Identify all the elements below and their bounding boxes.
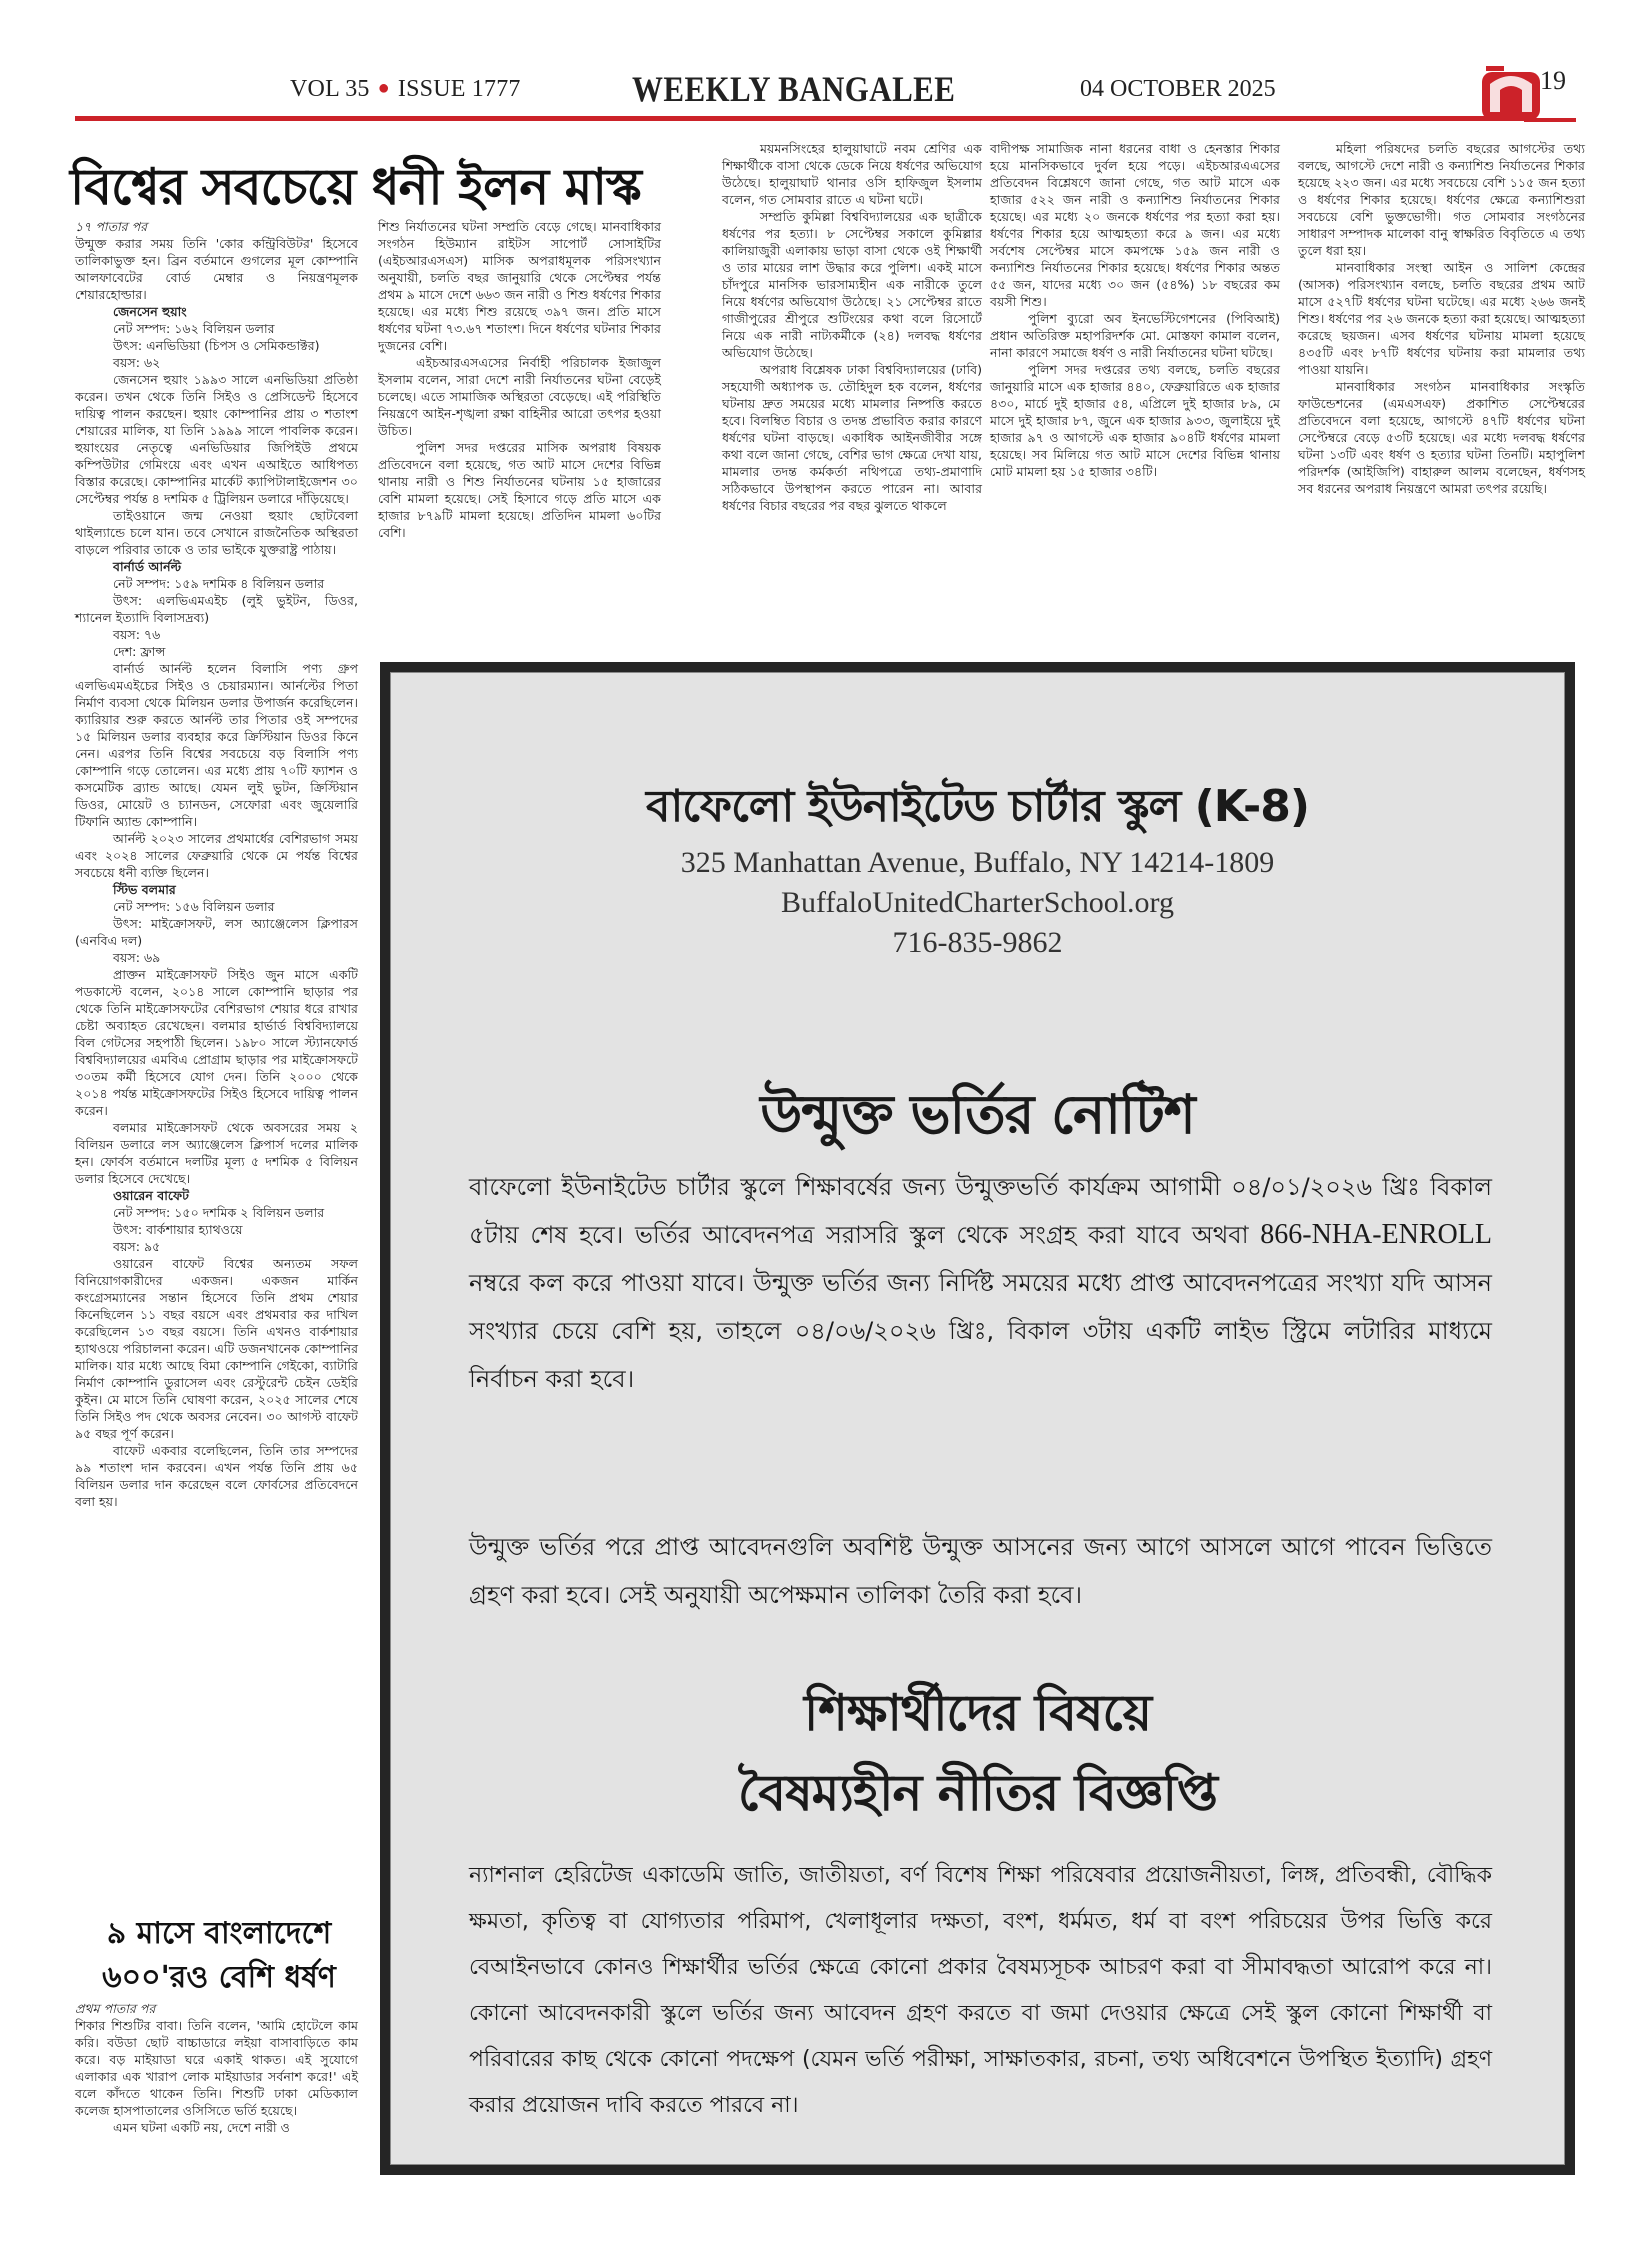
- headline-line: ৯ মাসে বাংলাদেশে: [106, 1916, 332, 1951]
- paragraph: শিশু নির্যাতনের ঘটনা সম্প্রতি বেড়ে গেছে। মানবাধিকার সংগঠন হিউম্যান রাইটস সাপোর্ট সোসাইটির (এইচআরএসএস) মাসিক অপরাধমূলক পরিসংখ্যান অনুযায়ী, চলতি বছর জানুয়ারি থেকে সেপ্টেম্বর পর্যন্ত প্রথম ৯ মাসে দেশে ৬৬৩ জন নারী ও শিশু ধর্ষণের শিকার হয়েছে। এর মধ্যে শিশু রয়েছে ৩৯৭ জন। প্রতি মাসে ধর্ষণের ঘটনা ৭৩.৬৭ শতাংশ। দিনে ধর্ষণের ঘটনার শিকার দুজনের বেশি।: [378, 219, 661, 353]
- enroll-phone: 866-NHA-ENROLL: [1260, 1219, 1492, 1250]
- bullet-dot-icon: ●: [377, 77, 390, 99]
- continued-from-label: প্রথম পাতার পর: [75, 2001, 156, 2016]
- age: বয়স: ৬৯: [113, 950, 161, 965]
- school-address: 325 Manhattan Avenue, Buffalo, NY 14214-1809: [680, 846, 1275, 879]
- article2-column-2: [378, 218, 661, 541]
- paragraph: মানবাধিকার সংগঠন মানবাধিকার সংস্কৃতি ফাউন্ডেশনের (এমএসএফ) প্রকাশিত সেপ্টেম্বরের প্রতিবেদনে বলা হয়েছে, আগস্টে ৪৭টি ধর্ষণের ঘটনা সেপ্টেম্বরে বেড়ে ৫৩টি হয়েছে। এর মধ্যে দলবদ্ধ ধর্ষণের ঘটনা ১৩টি এবং ধর্ষণ ও হত্যার ঘটনা তিনটি। মহাপুলিশ পরিদর্শক (আইজিপি) বাহারুল আলম বলেছেন, ধর্ষণসহ সব ধরনের অপরাধ নিয়ন্ত্রণে আমরা তৎপর রয়েছি।: [1298, 379, 1585, 496]
- volume-issue: [290, 76, 521, 103]
- person-name: জেনসেন হুয়াং: [113, 304, 187, 319]
- paragraph: তাইওয়ানে জন্ম নেওয়া হুয়াং ছোটবেলা থাইল্যান্ডে চলে যান। তবে সেখানে রাজনৈতিক অস্থিরতা বাড়লে পরিবার তাকে ও তার ভাইকে যুক্তরাষ্ট্র পাঠায়।: [75, 508, 358, 557]
- paragraph: শিকার শিশুটির বাবা। তিনি বলেন, 'আমি হোটেলে কাম করি। বউডা ছোট বাচ্চাডারে লইয়া বাসাবাড়িতে কাম করে। বড় মাইয়াডা ঘরে একাই থাকত। এই সুযোগে এলাকার এক খারাপ লোক মাইয়াডার সর্বনাশ করে!' এই বলে কাঁদতে থাকেন তিনি। শিশুটি ঢাকা মেডিক্যাল কলেজ হাসপাতালের ওসিসিতে ভর্তি হয়েছে।: [75, 2018, 358, 2118]
- nondiscrimination-title: [391, 1673, 1564, 1833]
- article2-headline: [80, 1912, 358, 2000]
- net-worth: নেট সম্পদ: ১৬২ বিলিয়ন ডলার: [113, 321, 275, 336]
- waitlist-body: উন্মুক্ত ভর্তির পরে প্রাপ্ত আবেদনগুলি অবশিষ্ট উন্মুক্ত আসনের জন্য আগে আসলে আগে পাবেন ভিত্তিতে গ্রহণ করা হবে। সেই অনুযায়ী অপেক্ষমান তালিকা তৈরি করা হবে।: [469, 1533, 1492, 1609]
- paragraph: প্রাক্তন মাইক্রোসফট সিইও জুন মাসে একটি পডকাস্টে বলেন, ২০১৪ সালে কোম্পানি ছাড়ার পর থেকে তিনি মাইক্রোসফটের বেশিরভাগ শেয়ার ধরে রাখার চেষ্টা অব্যাহত রেখেছেন। বলমার হার্ভার্ড বিশ্ববিদ্যালয়ে বিল গেটসের সহপাঠী ছিলেন। ১৯৮০ সালে স্ট্যানফোর্ড বিশ্ববিদ্যালয়ের এমবিএ প্রোগ্রাম ছাড়ার পর মাইক্রোসফটে ৩০তম কর্মী হিসেবে যোগ দেন। তিনি ২০০০ থেকে ২০১৪ পর্যন্ত মাইক্রোসফটের সিইও হিসেবে দায়িত্ব পালন করেন।: [75, 967, 358, 1118]
- paragraph: মহিলা পরিষদের চলতি বছরের আগস্টের তথ্য বলছে, আগস্টে দেশে নারী ও কন্যাশিশু নির্যাতনের শিকার হয়েছে ২২৩ জন। এর মধ্যে সবচেয়ে বেশি ১১৫ জন হত্যা ও ধর্ষণের শিকার হয়েছে। ধর্ষণের ক্ষেত্রে কন্যাশিশুরা সবচেয়ে বেশি ভুক্তভোগী। গত সোমবার সংগঠনের সাধারণ সম্পাদক মালেকা বানু স্বাক্ষরিত বিবৃতিতে এ তথ্য তুলে ধরা হয়।: [1298, 141, 1585, 258]
- nondiscrimination-body: ন্যাশনাল হেরিটেজ একাডেমি জাতি, জাতীয়তা, বর্ণ বিশেষ শিক্ষা পরিষেবার প্রয়োজনীয়তা, লিঙ্গ, প্রতিবন্ধী, বৌদ্ধিক ক্ষমতা, কৃতিত্ব বা যোগ্যতার পরিমাপ, খেলাধূলার দক্ষতা, বংশ, ধর্মমত, ধর্ম বা বংশ পরিচয়ের উপর ভিত্তি করে বেআইনভাবে কোনও শিক্ষার্থীর ভর্তির ক্ষেত্রে কোনো প্রকার বৈষম্যসূচক আচরণ করা বা সীমাবদ্ধতা আরোপ করে না। কোনো আবেদনকারী স্কুলে ভর্তির জন্য আবেদন গ্রহণ করতে বা জমা দেওয়ার ক্ষেত্রে সেই স্কুল কোনো শিক্ষার্থী বা পরিবারের কাছ থেকে কোনো পদক্ষেপ (যেমন ভর্তি পরীক্ষা, সাক্ষাতকার, রচনা, তথ্য অধিবেশনে উপস্থিত ইত্যাদি) গ্রহণ করার প্রয়োজন দাবি করতে পারবে না।: [469, 1863, 1492, 2118]
- ad-panel: [390, 672, 1565, 2165]
- newspaper-title: WEEKLY BANGALEE: [632, 69, 956, 109]
- masthead-rule-tail: [1524, 118, 1576, 122]
- continued-from-label: ১৭ পাতার পর: [75, 219, 148, 234]
- school-website: BuffaloUnitedCharterSchool.org: [781, 886, 1174, 919]
- paragraph: এইচআরএসএসের নির্বাহী পরিচালক ইজাজুল ইসলাম বলেন, সারা দেশে নারী নির্যাতনের ঘটনা বেড়েই চলেছে। এতে সামাজিক অস্থিরতা বেড়েছে। এই পরিস্থিতি নিয়ন্ত্রণে আইন-শৃঙ্খলা রক্ষা বাহিনীর আরো তৎপর হওয়া উচিত।: [378, 355, 661, 438]
- issue-date: 04 OCTOBER 2025: [1080, 76, 1276, 102]
- open-enrollment-title: উন্মুক্ত ভর্তির নোটিশ: [760, 1083, 1195, 1146]
- paragraph: ওয়ারেন বাফেট বিশ্বের অন্যতম সফল বিনিয়োগকারীদের একজন। একজন মার্কিন কংগ্রেসম্যানের সন্তান হিসেবে তিনি প্রথম শেয়ার কিনেছিলেন ১১ বছর বয়সে এবং প্রথমবার কর দাখিল করেছিলেন ১৩ বছর বয়সে। তিনি এখনও বার্কশায়ার হ্যাথওয়ে পরিচালনা করেন। এটি ডজনখানেক কোম্পানির মালিক। যার মধ্যে আছে বিমা কোম্পানি গেইকো, ব্যাটারি নির্মাণ কোম্পানি ডুরাসেল এবং রেস্টুরেন্ট চেইন ডেইরি কুইন। মে মাসে তিনি ঘোষণা করেন, ২০২৫ সালের শেষে তিনি সিইও পদ থেকে অবসর নেবেন। ৩০ আগস্ট বাফেট ৯৫ বছর পূর্ণ করেন।: [75, 1256, 358, 1441]
- article2-column-4: [990, 140, 1280, 480]
- wealth-source: উৎস: এনভিডিয়া (চিপস ও সেমিকন্ডাক্টর): [113, 338, 320, 353]
- article-headline: বিশ্বের সবচেয়ে ধনী ইলন মাস্ক: [70, 158, 641, 216]
- age: বয়স: ৭৬: [113, 627, 161, 642]
- wealth-source: উৎস: মাইক্রোসফট, লস অ্যাঞ্জেলেস ক্লিপারস (এনবিএ দল): [75, 916, 358, 948]
- masthead-rule: [75, 116, 1535, 121]
- age: বয়স: ৯৫: [113, 1239, 161, 1254]
- article2-column-3: [722, 140, 982, 514]
- issue-number: ISSUE 1777: [397, 76, 521, 102]
- paragraph: বাফেট একবার বলেছিলেন, তিনি তার সম্পদের ৯৯ শতাংশ দান করবেন। এখন পর্যন্ত তিনি প্রায় ৬৫ বিলিয়ন ডলার দান করেছেন বলে ফোর্বসের প্রতিবেদনে বলা হয়।: [75, 1443, 358, 1509]
- paragraph: বার্নার্ড আর্নল্ট হলেন বিলাসি পণ্য গ্রুপ এলভিএমএইচের সিইও ও চেয়ারম্যান। আর্নল্টের পিতা নির্মাণ ব্যবসা থেকে মিলিয়ন ডলার উপার্জন করেছিলেন। ক্যারিয়ার শুরু করতে আর্নল্ট তার পিতার ওই সম্পদের ১৫ মিলিয়ন ডলার ব্যবহার করে ক্রিস্টিয়ান ডিওর কিনে নেন। এরপর তিনি বিশ্বের সবচেয়ে বড় বিলাসি পণ্য কোম্পানি গড়ে তোলেন। এর মধ্যে প্রায় ৭০টি ফ্যাশন ও কসমেটিক ব্র্যান্ড আছে। যেমন লুই ভুটন, ক্রিস্টিয়ান ডিওর, মোয়েট ও চ্যানডন, সেফোরা এবং জুয়েলারি টিফানি অ্যান্ড কোম্পানি।: [75, 661, 358, 829]
- paragraph: আর্নল্ট ২০২৩ সালের প্রথমার্ধের বেশিরভাগ সময় এবং ২০২৪ সালের ফেব্রুয়ারি থেকে মে পর্যন্ত বিশ্বের সবচেয়ে ধনী ব্যক্তি ছিলেন।: [75, 831, 358, 880]
- country: দেশ: ফ্রান্স: [113, 644, 166, 659]
- paragraph: পুলিশ সদর দপ্তরের তথ্য বলছে, চলতি বছরের জানুয়ারি মাসে এক হাজার ৪৪০, ফেব্রুয়ারিতে এক হাজার ৪৩০, মার্চে দুই হাজার ৫৪, এপ্রিলে দুই হাজার ৮৯, মে মাসে দুই হাজার ৮৭, জুনে এক হাজার ৯৩৩, জুলাইয়ে দুই হাজার ৯৭ ও আগস্টে এক হাজার ৯০৪টি ধর্ষণের মামলা হয়েছে। সব মিলিয়ে গত আট মাসে দেশের বিভিন্ন থানায় মোট মামলা হয় ১৫ হাজার ৩৪টি।: [990, 362, 1280, 479]
- age: বয়স: ৬২: [113, 355, 161, 370]
- paragraph: পুলিশ ব্যুরো অব ইনভেস্টিগেশনের (পিবিআই) প্রধান অতিরিক্ত মহাপরিদর্শক মো. মোস্তফা কামাল বলেন, নানা কারণে সমাজে ধর্ষণ ও নারী নির্যাতনের ঘটনা ঘটছে।: [990, 311, 1280, 360]
- article1-column-1: [75, 218, 358, 1510]
- school-name: বাফেলো ইউনাইটেড চার্টার স্কুল (K-8): [646, 781, 1309, 832]
- wealth-source: উৎস: এলভিএমএইচ (লুই ভুইটন, ডিওর, শ্যানেল ইত্যাদি বিলাসদ্রব্য): [75, 593, 358, 625]
- notice-text: নম্বরে কল করে পাওয়া যাবে। উন্মুক্ত ভর্তির জন্য নির্দিষ্ট সময়ের মধ্যে প্রাপ্ত আবেদনপত্রের সংখ্যা যদি আসন সংখ্যার চেয়ে বেশি হয়, তাহলে ০৪/০৬/২০২৬ খ্রিঃ, বিকাল ৩টায় একটি লাইভ স্ট্রিমে লটারির মাধ্যমে নির্বাচন করা হবে।: [469, 1269, 1492, 1393]
- volume-number: VOL 35: [290, 76, 370, 102]
- school-contact: [391, 843, 1564, 963]
- headline-line: ৬০০'রও বেশি ধর্ষণ: [102, 1960, 336, 1995]
- school-phone: 716-835-9862: [892, 926, 1063, 959]
- paragraph: বলমার মাইক্রোসফট থেকে অবসরের সময় ২ বিলিয়ন ডলারে লস অ্যাঞ্জেলেস ক্লিপার্স দলের মালিক হন। ফোর্বস বর্তমানে দলটির মূল্য ৫ দশমিক ৫ বিলিয়ন ডলার হিসেবে দেখেছে।: [75, 1120, 358, 1186]
- school-advertisement: [380, 662, 1575, 2175]
- title-line: শিক্ষার্থীদের বিষয়ে: [803, 1684, 1152, 1742]
- title-line: বৈষম্যহীন নীতির বিজ্ঞপ্তি: [738, 1764, 1217, 1822]
- net-worth: নেট সম্পদ: ১৫৯ দশমিক ৪ বিলিয়ন ডলার: [113, 576, 325, 591]
- person-name: বার্নার্ড আর্নল্ট: [113, 559, 182, 574]
- paragraph: বাদীপক্ষ সামাজিক নানা ধরনের বাধা ও হেনস্তার শিকার হয়ে মানসিকভাবে দুর্বল হয়ে পড়ে। এইচআরএএসের প্রতিবেদন বিশ্লেষণে জানা গেছে, গত আট মাসে এক হাজার ৫২২ জন নারী ও কন্যাশিশু নির্যাতনের শিকার হয়েছে। এর মধ্যে ২০ জনকে ধর্ষণের পর হত্যা করা হয়। ধর্ষণের শিকার হয়ে আত্মহত্যা করে ৯ জন। এর মধ্যে সর্বশেষ সেপ্টেম্বর মাসে কমপক্ষে ১৫৯ জন নারী ও কন্যাশিশু নির্যাতনের শিকার হয়েছে। ধর্ষণের শিকার অন্তত ৫৫ জন, যাদের মধ্যে ৩০ জন (৫৪%) ১৮ বছরের কম বয়সী শিশু।: [990, 141, 1280, 309]
- paragraph: অপরাধ বিশ্লেষক ঢাকা বিশ্ববিদ্যালয়ের (ঢাবি) সহযোগী অধ্যাপক ড. তৌহিদুল হক বলেন, ধর্ষণের ঘটনায় দ্রুত সময়ের মধ্যে মামলার নিষ্পত্তি করতে হবে। বিলম্বিত বিচার ও তদন্ত প্রভাবিত করার কারণে ধর্ষণের ঘটনা বাড়ছে। একাধিক আইনজীবীর সঙ্গে কথা বলে জানা গেছে, বেশির ভাগ ক্ষেত্রে দেখা যায়, মামলার তদন্ত কর্মকর্তা নথিপত্রে তথ্য-প্রমাণাদি সঠিকভাবে উপস্থাপন করতে পারেন না। আবার ধর্ষণের বিচার বছরের পর বছর ঝুলতে থাকলে: [722, 362, 982, 513]
- article2-column-5: [1298, 140, 1585, 497]
- person-name: স্টিভ বলমার: [113, 882, 176, 897]
- article2-column-1: [75, 2000, 358, 2136]
- net-worth: নেট সম্পদ: ১৫৬ বিলিয়ন ডলার: [113, 899, 275, 914]
- paragraph: ময়মনসিংহের হালুয়াঘাটে নবম শ্রেণির এক শিক্ষার্থীকে বাসা থেকে ডেকে নিয়ে ধর্ষণের অভিযোগ উঠেছে। হালুয়াঘাট থানার ওসি হাফিজুল ইসলাম বলেন, গত সোমবার রাতে এ ঘটনা ঘটে।: [722, 141, 982, 207]
- notice-text: বাফেলো ইউনাইটেড চার্টার স্কুলে শিক্ষাবর্ষের জন্য উন্মুক্তভর্তি কার্যক্রম আগামী ০৪/০১/২০২৬ খ্রিঃ বিকাল ৫টায় শেষ হবে। ভর্তির আবেদনপত্র সরাসরি স্কুল থেকে সংগ্রহ করা যাবে অথবা: [469, 1173, 1492, 1249]
- paragraph: উন্মুক্ত করার সময় তিনি 'কোর কন্ট্রিবিউটর' হিসেবে তালিকাভুক্ত হন। ব্রিন বর্তমানে গুগলের মূল কোম্পানি আলফাবেটের বোর্ড মেম্বার ও নিয়ন্ত্রণমূলক শেয়ারহোল্ডার।: [75, 236, 358, 302]
- bangalee-logo-icon: [1478, 62, 1544, 124]
- paragraph: মানবাধিকার সংস্থা আইন ও সালিশ কেন্দ্রের (আসক) পরিসংখ্যান বলছে, চলতি বছরের প্রথম আট মাসে ৫২৭টি ধর্ষণের ঘটনা ঘটেছে। এর মধ্যে ২৬৬ জনই শিশু। ধর্ষণের পর ২৬ জনকে হত্যা করা হয়েছে। আত্মহত্যা করেছে ছয়জন। এসব ধর্ষণের ঘটনায় মামলা হয়েছে ৪৩৫টি এবং ৮৭টি ধর্ষণের ঘটনায় করা মামলার তথ্য পাওয়া যায়নি।: [1298, 260, 1585, 377]
- paragraph: পুলিশ সদর দপ্তরের মাসিক অপরাধ বিষয়ক প্রতিবেদনে বলা হয়েছে, গত আট মাসে দেশের বিভিন্ন থানায় নারী ও শিশু নির্যাতনের ঘটনায় ১৫ হাজারের বেশি মামলা হয়েছে। সেই হিসাবে গড়ে প্রতি মাসে এক হাজার ৮৭৯টি মামলা হয়েছে। প্রতিদিন মামলা ৬০টির বেশি।: [378, 440, 661, 540]
- paragraph: এমন ঘটনা একটি নয়, দেশে নারী ও: [113, 2120, 290, 2135]
- open-enrollment-body: [469, 1163, 1492, 1403]
- person-name: ওয়ারেন বাফেট: [113, 1188, 190, 1203]
- page-number: 19: [1540, 66, 1566, 95]
- paragraph: সম্প্রতি কুমিল্লা বিশ্ববিদ্যালয়ের এক ছাত্রীকে ধর্ষণের পর হত্যা। ৮ সেপ্টেম্বর সকালে কুমিল্লার কালিয়াজুরী এলাকায় ভাড়া বাসা থেকে ওই শিক্ষার্থী ও তার মায়ের লাশ উদ্ধার করে পুলিশ। একই মাসে চাঁদপুরে মানসিক ভারসাম্যহীন এক নারীকে তুলে নিয়ে ধর্ষণের অভিযোগ উঠেছে। ২১ সেপ্টেম্বর রাতে গাজীপুরের শ্রীপুরে শুটিংয়ের কথা বলে রিসোর্টে নিয়ে এক নারী নাট্যকর্মীকে (২৪) দলবদ্ধ ধর্ষণের অভিযোগ উঠেছে।: [722, 209, 982, 360]
- paragraph: জেনসেন হুয়াং ১৯৯৩ সালে এনভিডিয়া প্রতিষ্ঠা করেন। তখন থেকে তিনি সিইও ও প্রেসিডেন্ট হিসেবে দায়িত্ব পালন করছেন। হুয়াং কোম্পানির প্রায় ৩ শতাংশ শেয়ারের মালিক, যা তিনি ১৯৯৯ সালে পাবলিক করেন। হুয়াংয়ের নেতৃত্বে এনভিডিয়ার জিপিইউ প্রথমে কম্পিউটার গেমিংয়ে এবং এখন এআইতে আধিপত্য বিস্তার করেছে। কোম্পানির মার্কেট ক্যাপিটালাইজেশন ৩০ সেপ্টেম্বর পর্যন্ত ৪ দশমিক ৫ ট্রিলিয়ন ডলারে দাঁড়িয়েছে।: [75, 372, 358, 506]
- net-worth: নেট সম্পদ: ১৫০ দশমিক ২ বিলিয়ন ডলার: [113, 1205, 325, 1220]
- wealth-source: উৎস: বার্কশায়ার হ্যাথওয়ে: [113, 1222, 243, 1237]
